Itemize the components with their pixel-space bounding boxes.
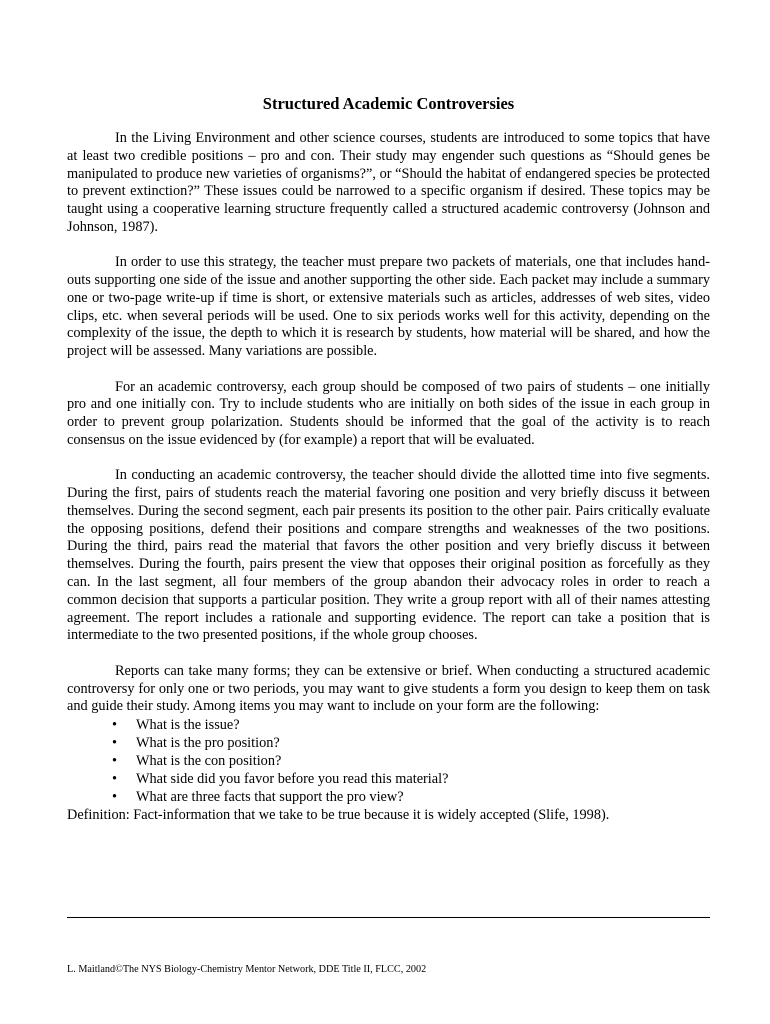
question-list xyxy=(67,716,710,806)
footer-divider xyxy=(67,917,710,918)
list-item-text: What is the issue? xyxy=(136,717,240,734)
bullet-icon: • xyxy=(112,771,118,788)
bullet-icon: • xyxy=(112,735,118,752)
list-item-text: What is the con position? xyxy=(136,753,282,770)
list-item-text: What is the pro position? xyxy=(136,735,280,752)
paragraph-materials: In order to use this strategy, the teacher must prepare two packets of materials, one that includes hand-outs supporting one side of the issue and another supporting the other side. Each packet may include a summary one or two-page write-up if time is short, or extensive materials such as articles, addresses of web sites, video clips, etc. when several periods will be used. One to six periods works well for this activity, depending on the complexity of the issue, the depth to which it is research by students, how material will be shared, and how the project will be assessed. Many variations are possible. xyxy=(67,254,710,360)
document-page xyxy=(67,94,710,824)
list-item xyxy=(112,716,710,734)
document-title: Structured Academic Controversies xyxy=(262,94,515,113)
list-item xyxy=(112,734,710,752)
footer-credit: L. Maitland©The NYS Biology-Chemistry Mentor Network, DDE Title II, FLCC, 2002 xyxy=(67,964,427,975)
definition-text: Definition: Fact-information that we take to be true because it is widely accepted (Slife, 1998). xyxy=(67,807,610,824)
bullet-icon: • xyxy=(112,789,118,806)
list-item-text: What side did you favor before you read this material? xyxy=(136,771,449,788)
paragraph-segments: In conducting an academic controversy, the teacher should divide the allotted time into five segments. During the first, pairs of students reach the material favoring one position and very briefly discuss it between themselves. During the second segment, each pair presents its position to the other pair. Pairs critically evaluate the opposing positions, defend their positions and compare strengths and weaknesses of the two positions. During the third, pairs read the material that favors the other position and very briefly discuss it between themselves. During the fourth, pairs present the view that opposes their original position as forcefully as they can. In the last segment, all four members of the group abandon their advocacy roles in order to reach a common decision that supports a particular position. They write a group report with all of their names attesting agreement. The report includes a rationale and supporting evidence. The report can take a position that is intermediate to the two presented positions, if the whole group chooses. xyxy=(67,467,710,644)
paragraph-group-composition: For an academic controversy, each group should be composed of two pairs of students – one initially pro and one initially con. Try to include students who are initially on both sides of the issue in each group in order to prevent group polarization. Students should be informed that the goal of the activity is to reach consensus on the issue evidenced by (for example) a report that will be evaluated. xyxy=(67,378,710,448)
list-item xyxy=(112,788,710,806)
list-item xyxy=(112,752,710,770)
bullet-icon: • xyxy=(112,753,118,770)
paragraph-introduction: In the Living Environment and other science courses, students are introduced to some topics that have at least two credible positions – pro and con. Their study may engender such questions as “Should genes be manipulated to produce new varieties of organisms?”, or “Should the habitat of endangered species be protected to prevent extinction?” These issues could be narrowed to a specific organism if desired. These topics may be taught using a cooperative learning structure frequently called a structured academic controversy (Johnson and Johnson, 1987). xyxy=(67,130,710,235)
paragraph-reports: Reports can take many forms; they can be extensive or brief. When conducting a structured academic controversy for only one or two periods, you may want to give students a form you design to keep them on task and guide their study. Among items you may want to include on your form are the following: xyxy=(67,662,710,715)
list-item-text: What are three facts that support the pro view? xyxy=(136,789,404,806)
list-item xyxy=(112,770,710,788)
bullet-icon: • xyxy=(112,717,118,734)
